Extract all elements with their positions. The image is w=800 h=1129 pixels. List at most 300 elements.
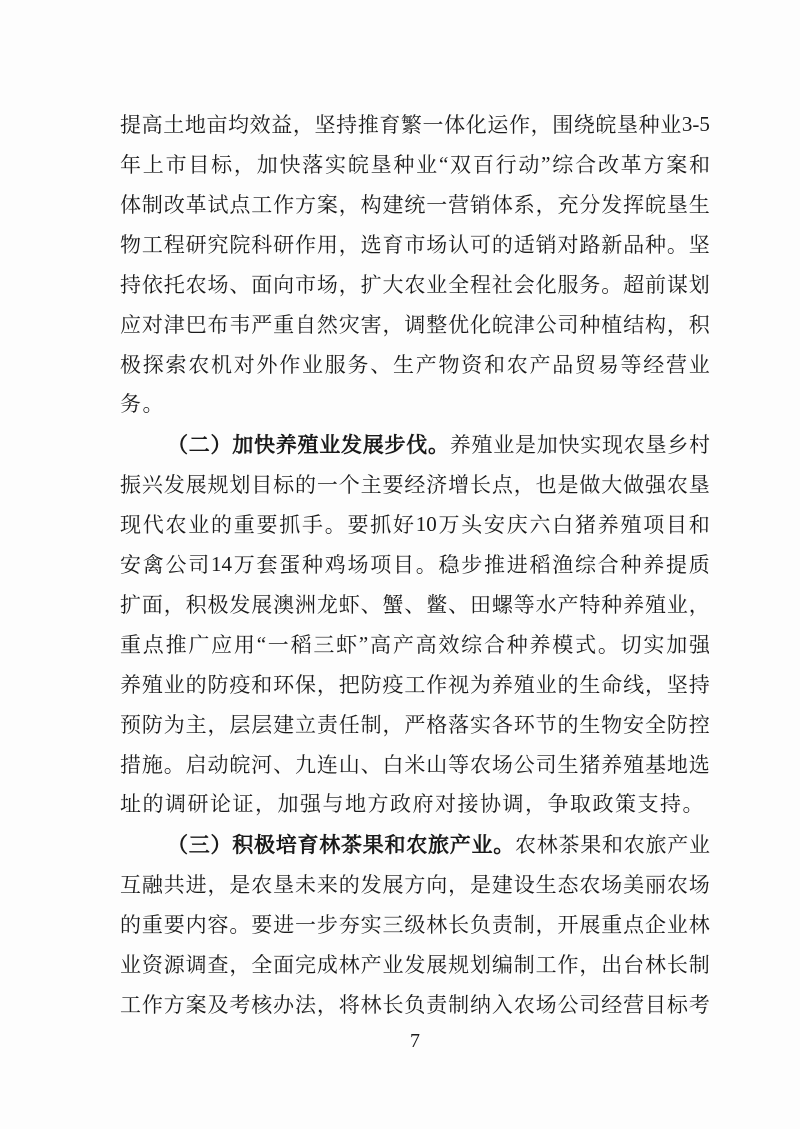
body-char: 主 xyxy=(360,473,382,497)
body-char: 育 xyxy=(379,113,401,137)
body-char: 农 xyxy=(666,473,688,497)
body-char: 点 xyxy=(229,193,251,217)
body-char: 三 xyxy=(313,633,335,657)
body-char: ， xyxy=(316,673,338,697)
body-char: 坚 xyxy=(688,233,710,257)
body-char: 体 xyxy=(120,193,141,217)
body-char: 改 xyxy=(597,153,619,177)
body-char: 要 xyxy=(163,913,185,937)
body-char: 快 xyxy=(279,153,301,177)
body-char: 严 xyxy=(404,713,426,737)
body-char: 台 xyxy=(623,953,645,977)
body-char: 各 xyxy=(491,713,513,737)
body-char: 农 xyxy=(185,273,207,297)
document-body xyxy=(120,104,710,1024)
body-char: 体 xyxy=(491,193,513,217)
body-char: 展 xyxy=(185,473,207,497)
body-char: 生 xyxy=(579,713,601,737)
body-char: 进 xyxy=(273,913,295,937)
body-char: 村 xyxy=(689,433,710,457)
body-char: 服 xyxy=(324,353,346,377)
body-char: 等 xyxy=(448,753,470,777)
body-char: 农 xyxy=(251,873,273,897)
body-char: 六 xyxy=(529,513,551,537)
body-char: 物 xyxy=(601,713,623,737)
body-char: 贸 xyxy=(575,353,596,377)
body-char: 林 xyxy=(360,993,382,1017)
body-char: 稻 xyxy=(290,633,312,657)
body-char: 核 xyxy=(251,993,273,1017)
text-line xyxy=(120,384,710,424)
body-char: ， xyxy=(535,193,557,217)
body-char: 的 xyxy=(120,913,141,937)
body-char: 调 xyxy=(404,313,426,337)
body-char: 丽 xyxy=(645,873,666,897)
body-char: 推 xyxy=(357,113,379,137)
body-char: 农 xyxy=(165,513,187,537)
body-char: 蛋 xyxy=(279,553,301,577)
body-char: 殖 xyxy=(513,673,535,697)
body-char: 布 xyxy=(207,313,229,337)
body-char: 是 xyxy=(557,473,579,497)
text-line xyxy=(120,424,710,464)
body-char: 综 xyxy=(552,153,574,177)
body-char: 研 xyxy=(273,233,295,257)
body-char: 化 xyxy=(470,313,491,337)
body-char: 品 xyxy=(552,353,574,377)
body-char: 、 xyxy=(448,593,470,617)
body-char: 依 xyxy=(141,273,163,297)
body-char: 林 xyxy=(338,953,360,977)
body-char: 主 xyxy=(185,713,207,737)
body-char: 全 xyxy=(645,713,666,737)
body-char: ， xyxy=(666,313,688,337)
body-char: 养 xyxy=(529,633,551,657)
body-char: 防 xyxy=(666,713,688,737)
body-char: 超 xyxy=(623,273,645,297)
body-char: 对 xyxy=(141,313,163,337)
body-char: 养 xyxy=(597,513,619,537)
body-char: 农 xyxy=(470,753,491,777)
body-char: 大 xyxy=(382,273,404,297)
body-char: 鳖 xyxy=(426,593,448,617)
body-char: 手 xyxy=(302,513,323,537)
body-char: “ xyxy=(438,151,449,176)
body-char: 业 xyxy=(302,353,323,377)
body-char: 规 xyxy=(448,953,470,977)
body-char: 业 xyxy=(188,513,210,537)
body-char: 全 xyxy=(448,273,470,297)
body-char: 益 xyxy=(271,113,293,137)
body-char: 抓 xyxy=(370,513,392,537)
body-char: 应 xyxy=(211,633,233,657)
body-char: 地 xyxy=(184,113,206,137)
body-char: 研 xyxy=(185,233,207,257)
body-char: 提 xyxy=(120,113,141,137)
body-char: 究 xyxy=(207,233,229,257)
body-char: 构 xyxy=(645,313,666,337)
body-char: 规 xyxy=(207,473,229,497)
heading-char: 果 xyxy=(362,833,384,857)
body-char: 物 xyxy=(120,233,141,257)
body-char: 夯 xyxy=(338,913,360,937)
body-char: 旅 xyxy=(645,833,667,857)
body-char: 挥 xyxy=(623,193,645,217)
body-char: 场 xyxy=(535,993,557,1017)
body-char: 养 xyxy=(601,753,623,777)
body-char: 合 xyxy=(575,153,597,177)
body-char: 作 xyxy=(279,353,301,377)
heading-char: 快 xyxy=(254,433,275,457)
body-char: 一 xyxy=(422,113,444,137)
body-char: 落 xyxy=(448,713,470,737)
body-char: 作 xyxy=(295,233,316,257)
body-char: 综 xyxy=(461,633,483,657)
body-char: 做 xyxy=(579,473,601,497)
body-char: 防 xyxy=(360,673,382,697)
body-char: 的 xyxy=(185,673,207,697)
body-char: 庆 xyxy=(506,513,528,537)
body-char: 农 xyxy=(579,873,601,897)
body-char: 对 xyxy=(233,353,255,377)
body-char: 出 xyxy=(601,953,623,977)
heading-char: ） xyxy=(210,833,232,857)
body-char: 、 xyxy=(273,753,295,777)
body-char: 亩 xyxy=(206,113,228,137)
body-char: 大 xyxy=(601,473,623,497)
body-char: 种 xyxy=(393,153,415,177)
body-char: 生 xyxy=(393,353,414,377)
body-char: 动 xyxy=(207,753,229,777)
body-char: 责 xyxy=(426,993,448,1017)
body-char: 产 xyxy=(667,833,689,857)
body-char: 乡 xyxy=(667,433,689,457)
body-char: 方 xyxy=(163,993,185,1017)
body-char: 养 xyxy=(643,553,665,577)
body-char: 作 xyxy=(141,993,163,1017)
body-char: 合 xyxy=(483,633,505,657)
body-char: 互 xyxy=(120,873,141,897)
text-line xyxy=(120,304,710,344)
body-char: 适 xyxy=(513,233,535,257)
body-char: 猪 xyxy=(579,753,601,777)
body-char: 田 xyxy=(470,593,491,617)
body-char: 内 xyxy=(185,913,207,937)
body-char: 业 xyxy=(535,673,557,697)
body-char: 茶 xyxy=(558,833,580,857)
body-char: 育 xyxy=(382,233,404,257)
body-char: 养 xyxy=(623,593,645,617)
body-char: 防 xyxy=(141,713,163,737)
body-char: 用 xyxy=(233,633,255,657)
body-char: 营 xyxy=(448,193,470,217)
body-char: 开 xyxy=(557,913,579,937)
body-char: 展 xyxy=(382,873,404,897)
body-char: 重 xyxy=(141,913,163,937)
body-char: 外 xyxy=(256,353,278,377)
body-char: 公 xyxy=(513,753,535,777)
body-char: 营 xyxy=(623,993,645,1017)
body-char: 资 xyxy=(461,353,483,377)
body-char: 农 xyxy=(623,433,645,457)
body-char: 鸡 xyxy=(324,553,346,577)
body-char: 、 xyxy=(404,593,426,617)
body-char: 稻 xyxy=(529,553,551,577)
body-char: 极 xyxy=(207,593,229,617)
body-char: 灾 xyxy=(338,313,360,337)
text-line xyxy=(120,544,710,584)
heading-char: 三 xyxy=(188,833,210,857)
body-char: 振 xyxy=(120,473,141,497)
body-char: 为 xyxy=(163,713,185,737)
body-char: 蟹 xyxy=(382,593,404,617)
body-char: 调 xyxy=(185,953,207,977)
body-char: 容 xyxy=(207,913,229,937)
heading-char: 育 xyxy=(297,833,319,857)
body-char: 会 xyxy=(513,273,535,297)
body-char: 农 xyxy=(623,833,645,857)
body-char: 进 xyxy=(185,873,207,897)
body-char: 责 xyxy=(316,713,338,737)
heading-char: 培 xyxy=(275,833,297,857)
body-char: ” xyxy=(358,631,369,656)
body-char: 垦 xyxy=(688,473,710,497)
body-char: 洲 xyxy=(295,593,316,617)
body-char: 津 xyxy=(513,313,535,337)
text-line xyxy=(120,824,710,864)
text-line xyxy=(120,904,710,944)
body-char: 完 xyxy=(295,953,316,977)
body-char: 物 xyxy=(438,353,460,377)
body-char: 工 xyxy=(120,993,141,1017)
body-char: 环 xyxy=(273,673,295,697)
body-char: 资 xyxy=(141,953,163,977)
body-char: 垦 xyxy=(666,193,688,217)
body-char: 进 xyxy=(506,553,528,577)
body-char: 公 xyxy=(557,993,579,1017)
body-char: 围 xyxy=(552,113,574,137)
body-char: 实 xyxy=(325,153,347,177)
body-char: 机 xyxy=(211,353,232,377)
body-char: 个 xyxy=(338,473,360,497)
body-char: 推 xyxy=(484,553,505,577)
text-line xyxy=(120,784,710,824)
body-char: 及 xyxy=(207,993,229,1017)
body-char: 社 xyxy=(491,273,513,297)
body-char: ， xyxy=(448,873,470,897)
body-char: 。 xyxy=(163,753,185,777)
body-char: 长 xyxy=(382,993,404,1017)
body-char: 路 xyxy=(579,233,601,257)
body-char: 一 xyxy=(267,633,289,657)
body-char: 控 xyxy=(688,713,710,737)
body-char: 、 xyxy=(229,273,251,297)
body-char: 巴 xyxy=(185,313,207,337)
body-char: 垦 xyxy=(645,433,667,457)
body-char: 融 xyxy=(141,873,163,897)
text-line xyxy=(120,464,710,504)
heading-char: 业 xyxy=(471,833,493,857)
body-char: 的 xyxy=(557,713,579,737)
body-char: 发 xyxy=(601,193,623,217)
heading-char: 加 xyxy=(232,433,254,457)
body-char: 积 xyxy=(185,593,207,617)
heading-char: 。 xyxy=(428,433,449,457)
body-char: 点 xyxy=(623,913,645,937)
body-char: 对 xyxy=(557,233,579,257)
body-char: 广 xyxy=(188,633,210,657)
heading-char: 林 xyxy=(319,833,341,857)
body-char: 、 xyxy=(370,353,392,377)
body-char: 标 xyxy=(666,993,688,1017)
body-char: 落 xyxy=(302,153,324,177)
body-char: 模 xyxy=(552,633,574,657)
body-char: 制 xyxy=(360,713,382,737)
body-char: 殖 xyxy=(471,433,493,457)
body-char: 合 xyxy=(597,553,619,577)
body-char: 程 xyxy=(470,273,491,297)
body-char: 易 xyxy=(597,353,619,377)
body-char: 把 xyxy=(338,673,360,697)
heading-char: 产 xyxy=(449,833,471,857)
body-char: 然 xyxy=(316,313,338,337)
body-char: 考 xyxy=(229,993,251,1017)
body-char: 是 xyxy=(515,433,536,457)
body-char: 特 xyxy=(579,593,601,617)
body-char: 农 xyxy=(515,833,536,857)
body-char: 皖 xyxy=(595,113,617,137)
body-char: 高 xyxy=(141,113,163,137)
text-line xyxy=(120,264,710,304)
body-char: 责 xyxy=(491,913,513,937)
text-line xyxy=(120,504,710,544)
body-char: 服 xyxy=(557,273,579,297)
body-char: 提 xyxy=(666,553,687,577)
body-char: 扩 xyxy=(360,273,382,297)
body-char: 制 xyxy=(513,913,535,937)
body-char: 安 xyxy=(484,513,505,537)
body-char: 林 xyxy=(536,833,558,857)
body-char: 业 xyxy=(688,353,710,377)
body-char: 果 xyxy=(580,833,602,857)
body-char: 害 xyxy=(360,313,382,337)
body-char: 种 xyxy=(620,553,642,577)
body-char: ， xyxy=(229,953,251,977)
body-char: 将 xyxy=(338,993,360,1017)
body-char: 殖 xyxy=(645,593,666,617)
body-char: 产 xyxy=(360,953,382,977)
body-char: 营 xyxy=(666,353,687,377)
body-char: ， xyxy=(688,593,710,617)
body-char: 产 xyxy=(392,633,414,657)
body-char: 司 xyxy=(557,313,579,337)
body-char: 工 xyxy=(535,953,557,977)
body-char: 司 xyxy=(188,553,210,577)
body-char: 探 xyxy=(142,353,164,377)
body-char: 实 xyxy=(643,633,665,657)
heading-char: 农 xyxy=(406,833,428,857)
body-char: 建 xyxy=(491,873,513,897)
body-text: 址的调研论证，加强与地方政府对接协调，争取政策支持。 xyxy=(120,792,705,816)
body-char: 线 xyxy=(623,673,645,697)
body-char: ， xyxy=(207,713,229,737)
body-char: ， xyxy=(207,873,229,897)
text-line xyxy=(120,344,710,384)
body-char: 10 xyxy=(415,511,437,536)
body-char: 场 xyxy=(347,553,369,577)
body-char: 要 xyxy=(256,513,278,537)
body-char: 、 xyxy=(360,753,382,777)
body-char: 化 xyxy=(535,273,557,297)
body-char: 种 xyxy=(506,633,528,657)
body-char: 托 xyxy=(163,273,185,297)
body-char: 14 xyxy=(211,551,232,576)
body-char: 选 xyxy=(688,753,710,777)
body-char: 项 xyxy=(643,513,665,537)
body-char: 殖 xyxy=(141,673,163,697)
body-char: 案 xyxy=(316,193,338,217)
body-char: 业 xyxy=(382,953,404,977)
body-char: 。 xyxy=(324,513,346,537)
body-char: ， xyxy=(535,913,557,937)
body-char: ， xyxy=(382,313,404,337)
body-char: 公 xyxy=(165,553,187,577)
body-char: 生 xyxy=(688,193,710,217)
body-char: 点 xyxy=(142,633,164,657)
body-char: 步 xyxy=(316,913,338,937)
body-char: 济 xyxy=(426,473,448,497)
body-char: 年 xyxy=(120,153,141,177)
body-char: 美 xyxy=(623,873,645,897)
body-char: 构 xyxy=(360,193,382,217)
body-char: 种 xyxy=(638,113,660,137)
body-char: 项 xyxy=(370,553,392,577)
body-char: 稳 xyxy=(438,553,460,577)
body-char: 是 xyxy=(229,873,251,897)
text-line xyxy=(120,224,710,264)
body-char: 地 xyxy=(666,753,688,777)
body-char: 未 xyxy=(295,873,316,897)
body-char: 切 xyxy=(620,633,642,657)
text-line xyxy=(120,184,710,224)
body-char: 入 xyxy=(491,993,513,1017)
body-char: 司 xyxy=(579,993,601,1017)
heading-char: 展 xyxy=(362,433,384,457)
body-char: 司 xyxy=(535,753,557,777)
heading-char: 和 xyxy=(384,833,406,857)
body-char: 兴 xyxy=(141,473,163,497)
body-char: 一 xyxy=(295,913,316,937)
body-char: 系 xyxy=(513,193,535,217)
body-char: 革 xyxy=(185,193,207,217)
text-line xyxy=(120,704,710,744)
body-char: 业 xyxy=(416,153,438,177)
body-char: 万 xyxy=(233,553,255,577)
body-char: 一 xyxy=(426,193,448,217)
body-char: 方 xyxy=(295,193,316,217)
body-char: 认 xyxy=(448,233,470,257)
text-line xyxy=(120,144,710,184)
body-char: 的 xyxy=(295,473,316,497)
body-char: 任 xyxy=(338,713,360,737)
body-char: 市 xyxy=(295,273,316,297)
body-char: 殖 xyxy=(623,753,645,777)
body-char: 。 xyxy=(229,913,251,937)
body-char: 销 xyxy=(470,193,491,217)
paragraph xyxy=(120,104,710,424)
body-char: 业 xyxy=(689,833,710,857)
body-char: 案 xyxy=(185,993,207,1017)
